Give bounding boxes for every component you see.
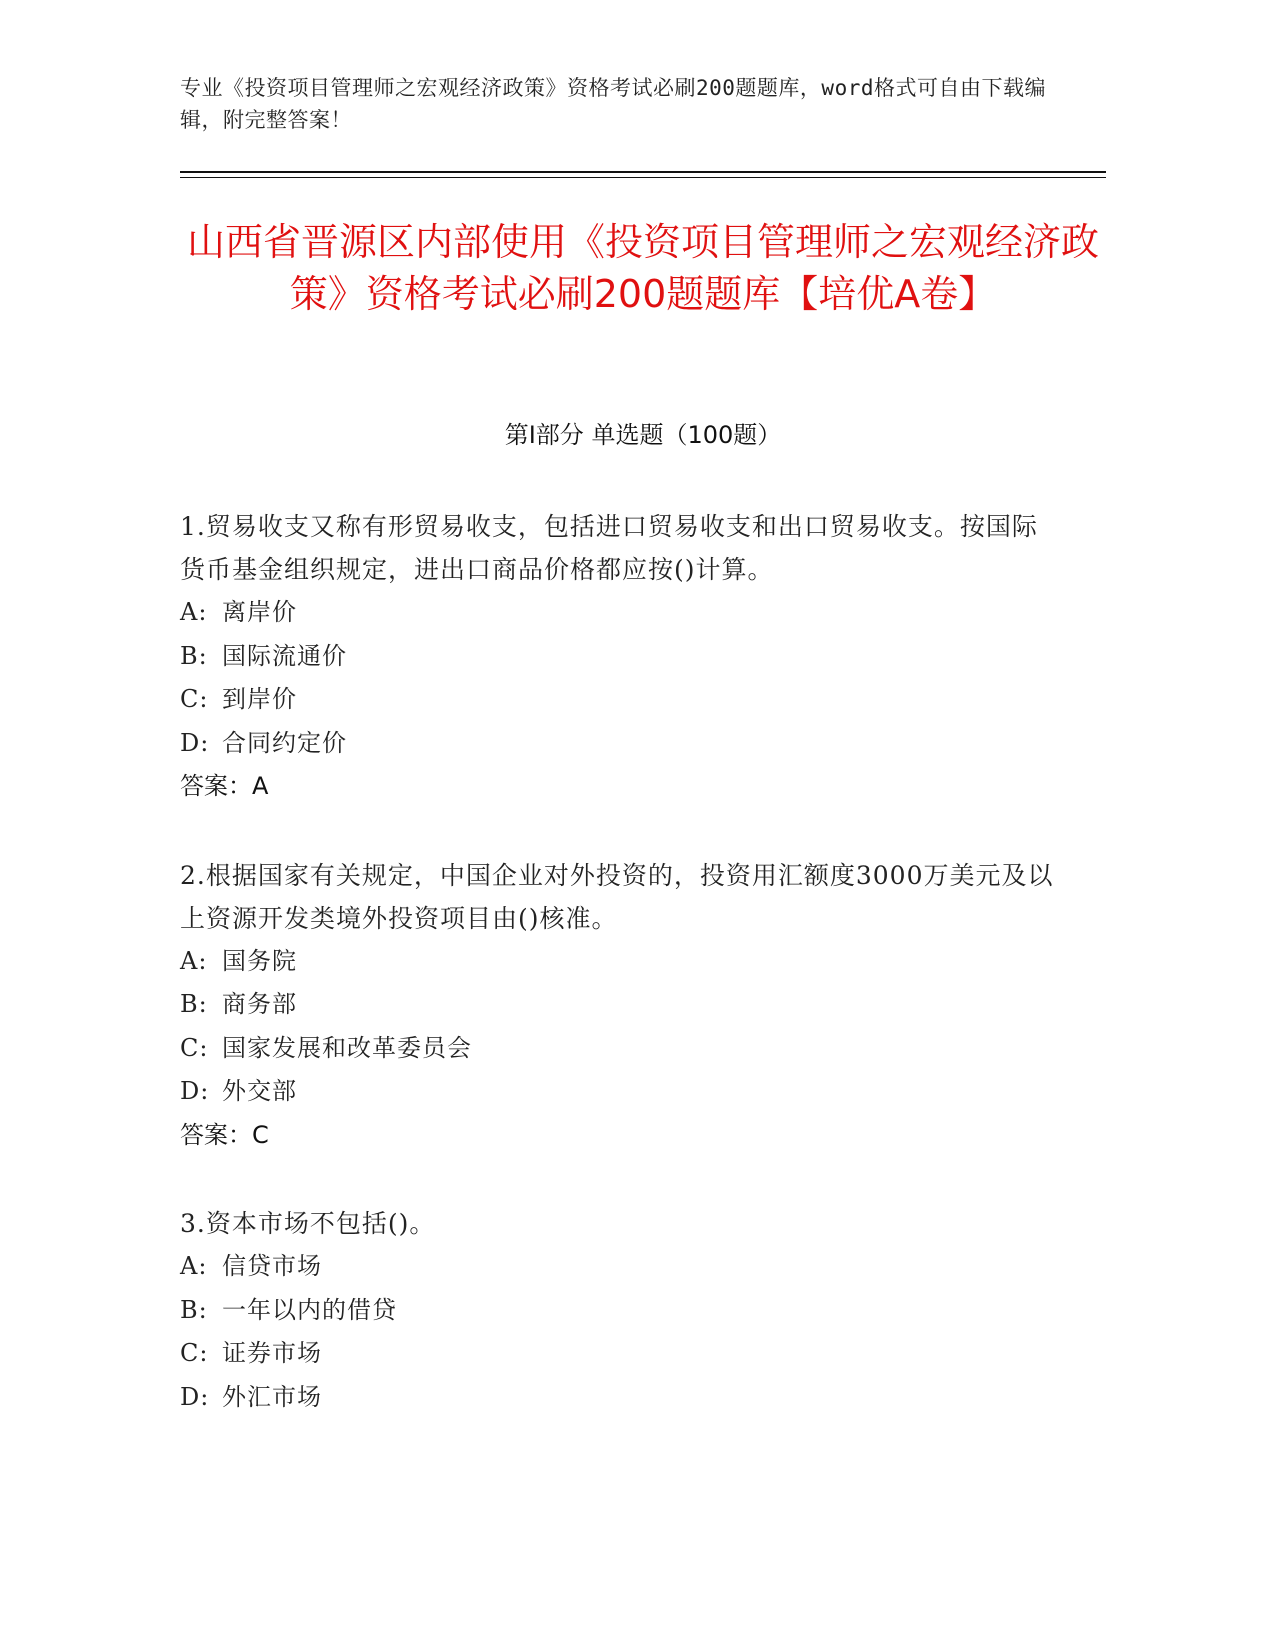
document-title: 山西省晋源区内部使用《投资项目管理师之宏观经济政策》资格考试必刷200题题库【培优A卷】 [186, 220, 1099, 316]
section-title: 第Ⅰ部分 单选题（100题） [504, 421, 782, 449]
header-note: 专业《投资项目管理师之宏观经济政策》资格考试必刷200题题库，word格式可自由下载编辑，附完整答案！ [180, 76, 1046, 132]
option-letter: C: [180, 1033, 209, 1062]
option-c [180, 1027, 1060, 1071]
option-text: 信贷市场 [222, 1252, 322, 1280]
option-letter: C: [180, 685, 209, 713]
option-text: 国务院 [222, 946, 297, 975]
option-letter: A: [180, 598, 208, 626]
option-a [180, 940, 1060, 984]
option-letter: A: [180, 946, 208, 975]
answer-line: 答案：C [180, 1120, 269, 1149]
question-list [180, 505, 1060, 1464]
question-stem: 1.贸易收支又称有形贸易收支，包括进口贸易收支和出口贸易收支。按国际货币基金组织规定，进出口商品价格都应按()计算。 [180, 512, 1038, 584]
option-letter: A: [180, 1252, 208, 1280]
option-letter: D: [180, 1077, 210, 1105]
option-b [180, 983, 1060, 1027]
option-c [180, 1332, 1060, 1376]
option-d [180, 1376, 1060, 1420]
option-a [180, 1245, 1060, 1289]
option-c [180, 678, 1060, 722]
option-letter: B: [180, 1295, 208, 1324]
question-1 [180, 505, 1060, 809]
question-3 [180, 1202, 1060, 1419]
option-letter: D: [180, 728, 210, 757]
option-b [180, 1289, 1060, 1333]
question-stem: 3.资本市场不包括()。 [180, 1209, 436, 1238]
option-text: 国家发展和改革委员会 [222, 1033, 472, 1062]
option-text: 合同约定价 [222, 728, 347, 757]
option-text: 到岸价 [222, 685, 297, 713]
option-letter: B: [180, 641, 208, 670]
option-text: 一年以内的借贷 [222, 1295, 397, 1324]
question-2 [180, 854, 1060, 1158]
option-text: 商务部 [222, 990, 297, 1018]
question-stem: 2.根据国家有关规定，中国企业对外投资的，投资用汇额度3000万美元及以上资源开发类境外投资项目由()核准。 [180, 860, 1054, 933]
option-d [180, 722, 1060, 766]
option-a [180, 591, 1060, 635]
option-text: 离岸价 [222, 598, 297, 626]
header-divider-thin [180, 177, 1106, 178]
option-letter: D: [180, 1382, 210, 1411]
option-text: 证券市场 [222, 1339, 322, 1367]
answer-line: 答案：A [180, 772, 269, 800]
option-b [180, 635, 1060, 679]
option-text: 国际流通价 [222, 641, 347, 670]
option-text: 外交部 [222, 1077, 297, 1105]
option-letter: B: [180, 990, 208, 1018]
option-letter: C: [180, 1339, 209, 1367]
header-divider-thick [180, 171, 1106, 173]
option-d [180, 1070, 1060, 1114]
option-text: 外汇市场 [222, 1382, 322, 1411]
